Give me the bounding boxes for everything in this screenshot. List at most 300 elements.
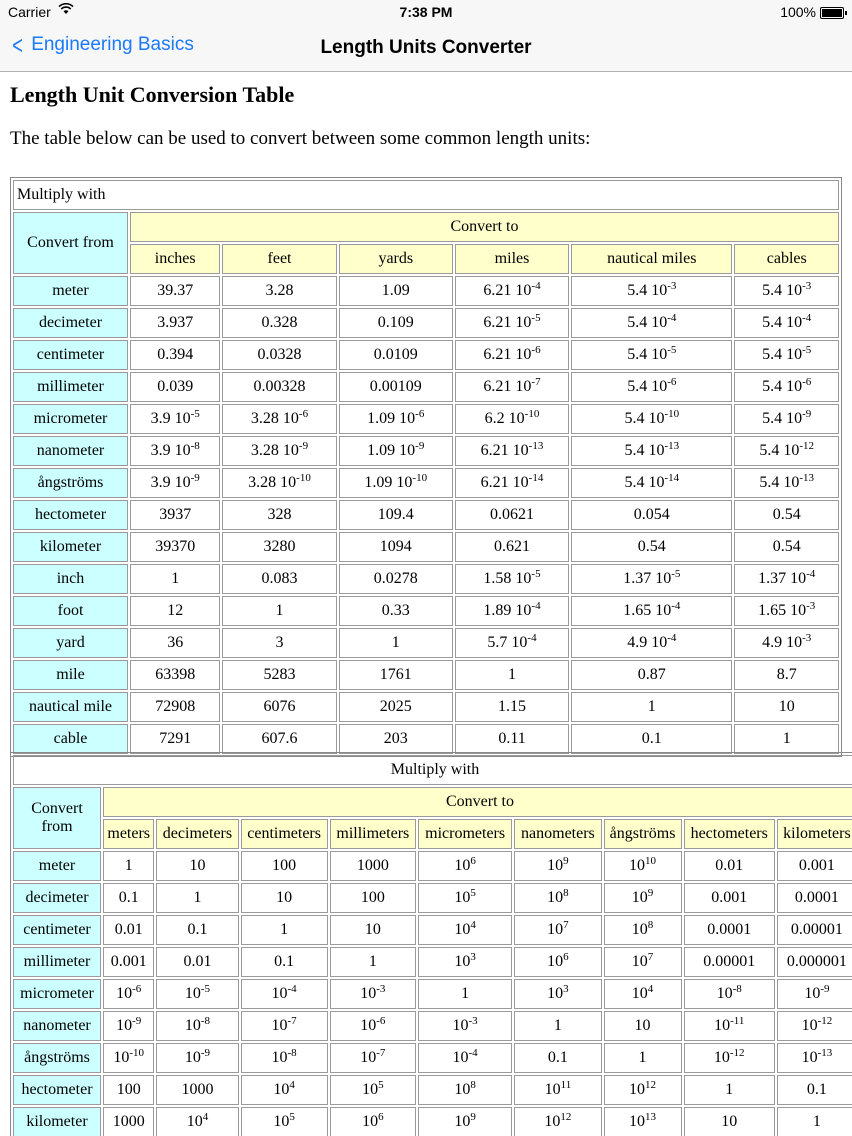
cell-value: 10 <box>362 1081 379 1098</box>
row-header: centimeter <box>13 915 101 945</box>
table-cell <box>734 468 839 498</box>
conversion-table-imperial <box>10 177 842 757</box>
table-cell <box>571 404 732 434</box>
cell-exponent: -4 <box>806 568 816 580</box>
column-header: nautical miles <box>571 244 732 274</box>
cell-value: 3.28 10 <box>248 474 297 491</box>
cell-value: 6.21 10 <box>483 378 532 395</box>
cell-value: 3.9 10 <box>150 442 191 459</box>
cell-value: 10 <box>804 985 821 1002</box>
column-header: ångströms <box>604 819 682 849</box>
table-cell <box>103 915 154 945</box>
battery-percent: 100% <box>780 4 816 20</box>
cell-value: 39.37 <box>157 282 194 299</box>
table-cell <box>330 851 416 881</box>
cell-value: 0.01 <box>715 857 744 874</box>
content-heading: Length Unit Conversion Table <box>10 82 295 107</box>
table-cell <box>734 372 839 402</box>
cell-value: 3.28 10 <box>250 442 299 459</box>
row-header: cable <box>13 724 128 754</box>
table-cell <box>241 851 328 881</box>
cell-value: 0.394 <box>157 346 194 363</box>
table-cell <box>130 692 220 722</box>
table-cell <box>604 1011 682 1041</box>
column-header: nanometers <box>514 819 601 849</box>
cell-value: 10 <box>547 953 564 970</box>
cell-value: 4.9 10 <box>627 634 668 651</box>
cell-value: 3.28 10 <box>250 410 299 427</box>
cell-value: 6076 <box>263 698 296 715</box>
table-cell <box>222 564 336 594</box>
cell-exponent: -12 <box>799 440 815 452</box>
cell-value: 1.09 10 <box>364 474 413 491</box>
cell-value: 0.00001 <box>790 921 843 938</box>
table-cell <box>241 1075 328 1105</box>
cell-value: 0.1 <box>118 889 139 906</box>
table-cell <box>222 372 336 402</box>
cell-exponent: 4 <box>647 983 654 995</box>
cell-value: 10 <box>544 1081 561 1098</box>
table-cell <box>684 851 775 881</box>
cell-value: 3 <box>275 634 284 651</box>
chevron-left-icon: < <box>12 30 23 60</box>
cell-exponent: -4 <box>802 312 812 324</box>
cell-value: 10 <box>360 1017 377 1034</box>
table-cell <box>571 660 732 690</box>
table-cell <box>222 276 336 306</box>
row-header: yard <box>13 628 128 658</box>
table-row <box>13 660 839 690</box>
table-cell <box>777 1107 852 1136</box>
cell-value: 10 <box>631 921 648 938</box>
table-row <box>13 628 839 658</box>
cell-value: 5.4 10 <box>762 410 803 427</box>
table-cell <box>103 1107 154 1136</box>
cell-value: 5.4 10 <box>759 474 800 491</box>
cell-exponent: 10 <box>645 855 657 867</box>
table-cell <box>514 979 601 1009</box>
convert-to-header: Convert to <box>103 787 852 817</box>
convert-from-header: Convert from <box>13 787 101 849</box>
cell-exponent: -12 <box>729 1047 745 1059</box>
table-cell <box>604 1075 682 1105</box>
cell-value: 39370 <box>155 538 196 555</box>
table-cell <box>571 628 732 658</box>
cell-value: 1.65 10 <box>623 602 672 619</box>
cell-exponent: 4 <box>470 919 476 931</box>
table-cell <box>130 276 220 306</box>
table-row <box>13 276 839 306</box>
cell-exponent: 8 <box>647 919 654 931</box>
table-cell <box>455 660 569 690</box>
table-row <box>13 1107 852 1136</box>
table-cell <box>339 308 453 338</box>
cell-value: 10 <box>184 1049 201 1066</box>
table-cell <box>455 404 569 434</box>
cell-value: 1.09 10 <box>367 442 416 459</box>
cell-exponent: -13 <box>528 440 544 452</box>
table-cell <box>734 404 839 434</box>
cell-value: 8.7 <box>776 666 797 683</box>
cell-exponent: -9 <box>132 1015 142 1027</box>
table-cell <box>103 851 154 881</box>
cell-exponent: -3 <box>802 280 812 292</box>
table-cell <box>571 276 732 306</box>
table-row <box>13 851 852 881</box>
cell-exponent: 7 <box>647 951 654 963</box>
carrier-label: Carrier <box>8 4 51 20</box>
table-cell <box>222 340 336 370</box>
cell-value: 1 <box>812 1113 821 1130</box>
row-header: hectometer <box>13 1075 101 1105</box>
row-header: millimeter <box>13 372 128 402</box>
row-header: decimeter <box>13 308 128 338</box>
cell-value: 10 <box>714 1017 731 1034</box>
cell-exponent: -6 <box>298 408 309 420</box>
table-cell <box>339 340 453 370</box>
cell-value: 2025 <box>379 698 412 715</box>
cell-value: 1 <box>280 921 289 938</box>
table-cell <box>777 851 852 881</box>
table-cell <box>514 1107 601 1136</box>
cell-value: 36 <box>167 634 184 651</box>
cell-value: 6.2 10 <box>484 410 525 427</box>
cell-value: 1761 <box>379 666 412 683</box>
table-cell <box>604 1107 682 1136</box>
cell-value: 10 <box>629 857 646 874</box>
cell-value: 1.09 10 <box>367 410 416 427</box>
cell-exponent: -9 <box>190 472 200 484</box>
cell-exponent: 6 <box>378 1111 384 1123</box>
cell-exponent: -5 <box>200 983 211 995</box>
column-header: centimeters <box>241 819 328 849</box>
table-row <box>13 436 839 466</box>
cell-exponent: -10 <box>412 472 428 484</box>
cell-value: 10 <box>189 857 206 874</box>
row-header: decimeter <box>13 883 101 913</box>
cell-value: 0.001 <box>711 889 748 906</box>
cell-value: 0.621 <box>494 538 531 555</box>
cell-value: 10 <box>113 1049 130 1066</box>
row-header: ångströms <box>13 468 128 498</box>
cell-value: 5.4 10 <box>762 314 803 331</box>
table-cell <box>571 692 732 722</box>
cell-value: 100 <box>116 1081 141 1098</box>
cell-exponent: -8 <box>190 440 200 452</box>
cell-value: 1 <box>193 889 202 906</box>
page-title: Length Units Converter <box>320 37 532 58</box>
table-cell <box>222 404 336 434</box>
navigation-bar <box>0 24 852 72</box>
table-cell <box>103 1075 154 1105</box>
cell-exponent: 9 <box>647 887 654 899</box>
column-header: millimeters <box>330 819 416 849</box>
cell-value: 0.11 <box>498 730 526 747</box>
table-cell <box>734 596 839 626</box>
cell-exponent: -4 <box>287 983 297 995</box>
cell-exponent: 3 <box>470 951 476 963</box>
cell-value: 10 <box>547 921 564 938</box>
cell-value: 0.0001 <box>794 889 839 906</box>
convert-from-header: Convert from <box>13 212 128 274</box>
cell-exponent: 12 <box>645 1079 657 1091</box>
table-cell <box>103 947 154 977</box>
cell-value: 10 <box>631 953 648 970</box>
cell-value: 5.4 10 <box>627 282 668 299</box>
table-cell <box>571 724 732 754</box>
table-cell <box>571 436 732 466</box>
cell-value: 1 <box>782 730 791 747</box>
cell-value: 10 <box>544 1113 561 1130</box>
table-cell <box>330 883 416 913</box>
table-cell <box>455 436 569 466</box>
cell-exponent: 7 <box>563 919 569 931</box>
table-cell <box>514 1043 601 1073</box>
table-cell <box>514 915 601 945</box>
table-row <box>13 1043 852 1073</box>
row-header: micrometer <box>13 979 101 1009</box>
cell-value: 10 <box>276 889 293 906</box>
table-cell <box>156 851 238 881</box>
cell-value: 1 <box>391 634 400 651</box>
table-cell <box>418 979 512 1009</box>
cell-value: 1 <box>171 570 180 587</box>
cell-value: 10 <box>184 1017 201 1034</box>
table-cell <box>734 660 839 690</box>
table-cell <box>241 915 328 945</box>
cell-value: 1 <box>124 857 133 874</box>
cell-value: 10 <box>273 1113 290 1130</box>
cell-value: 0.0621 <box>490 506 535 523</box>
cell-exponent: -10 <box>296 472 311 484</box>
table-cell <box>604 979 682 1009</box>
cell-value: 100 <box>360 889 385 906</box>
cell-value: 10 <box>629 1113 646 1130</box>
cell-value: 10 <box>454 1113 471 1130</box>
cell-value: 0.01 <box>114 921 143 938</box>
cell-exponent: 13 <box>645 1111 657 1123</box>
cell-value: 10 <box>454 1081 471 1098</box>
table-cell <box>455 276 569 306</box>
table-cell <box>777 1075 852 1105</box>
table-cell <box>571 340 732 370</box>
table-cell <box>604 883 682 913</box>
cell-exponent: 12 <box>560 1111 572 1123</box>
multiply-with-label: Multiply with <box>13 180 839 210</box>
table-cell <box>571 500 732 530</box>
table-cell <box>222 532 336 562</box>
cell-value: 1 <box>461 985 470 1002</box>
table-row <box>13 883 852 913</box>
cell-value: 10 <box>116 1017 133 1034</box>
cell-exponent: -5 <box>802 344 812 356</box>
table-cell <box>222 468 336 498</box>
cell-value: 0.1 <box>274 953 295 970</box>
cell-exponent: -3 <box>802 632 812 644</box>
table-row <box>13 372 839 402</box>
cell-exponent: -3 <box>468 1015 478 1027</box>
battery-icon <box>820 7 844 19</box>
cell-value: 10 <box>452 1017 469 1034</box>
cell-value: 1.09 <box>381 282 410 299</box>
table-cell <box>339 724 453 754</box>
cell-exponent: -5 <box>190 408 200 420</box>
cell-value: 0.00328 <box>253 378 306 395</box>
cell-value: 10 <box>271 1049 288 1066</box>
cell-value: 203 <box>383 730 408 747</box>
cell-value: 5.4 10 <box>762 346 803 363</box>
cell-exponent: -11 <box>730 1015 745 1027</box>
cell-value: 10 <box>721 1113 738 1130</box>
web-content[interactable] <box>0 72 852 1136</box>
cell-exponent: 11 <box>560 1079 572 1091</box>
table-row <box>13 724 839 754</box>
table-cell <box>222 308 336 338</box>
cell-value: 10 <box>454 889 471 906</box>
table-cell <box>330 1043 416 1073</box>
cell-value: 5.4 10 <box>762 282 803 299</box>
cell-value: 5.4 10 <box>624 442 665 459</box>
convert-to-header: Convert to <box>130 212 839 242</box>
table-cell <box>734 724 839 754</box>
cell-value: 10 <box>362 1113 379 1130</box>
cell-exponent: 9 <box>470 1111 476 1123</box>
table-cell <box>734 340 839 370</box>
cell-exponent: -9 <box>802 408 812 420</box>
cell-value: 100 <box>272 857 297 874</box>
table-cell <box>130 532 220 562</box>
cell-value: 10 <box>629 1081 646 1098</box>
cell-value: 1 <box>275 602 284 619</box>
cell-value: 0.083 <box>261 570 298 587</box>
cell-value: 10 <box>454 921 471 938</box>
cell-value: 0.039 <box>157 378 194 395</box>
table-cell <box>514 851 601 881</box>
table-cell <box>514 1075 601 1105</box>
cell-value: 0.054 <box>633 506 670 523</box>
table-cell <box>455 564 569 594</box>
column-header: micrometers <box>418 819 512 849</box>
cell-value: 1.58 10 <box>483 570 532 587</box>
table-cell <box>418 1107 512 1136</box>
row-header: foot <box>13 596 128 626</box>
cell-value: 10 <box>271 1017 288 1034</box>
table-cell <box>455 532 569 562</box>
table-cell <box>514 883 601 913</box>
table-cell <box>777 915 852 945</box>
cell-value: 1 <box>638 1049 647 1066</box>
table-cell <box>418 851 512 881</box>
table-cell <box>684 1043 775 1073</box>
cell-exponent: -9 <box>298 440 309 452</box>
table-row <box>13 915 852 945</box>
column-header: miles <box>455 244 569 274</box>
cell-exponent: -5 <box>667 344 677 356</box>
cell-value: 10 <box>116 985 133 1002</box>
column-header: feet <box>222 244 336 274</box>
cell-value: 5.7 10 <box>487 634 528 651</box>
cell-exponent: -3 <box>667 280 677 292</box>
table-cell <box>777 1043 852 1073</box>
table-cell <box>339 532 453 562</box>
table-cell <box>571 596 732 626</box>
table-cell <box>339 404 453 434</box>
table-cell <box>418 883 512 913</box>
cell-exponent: -10 <box>664 408 680 420</box>
table-cell <box>777 1011 852 1041</box>
cell-value: 6.21 10 <box>483 346 532 363</box>
cell-value: 10 <box>273 1081 290 1098</box>
row-header: mile <box>13 660 128 690</box>
table-row <box>13 532 839 562</box>
cell-exponent: -12 <box>817 1015 833 1027</box>
cell-value: 10 <box>547 889 564 906</box>
cell-value: 1.37 10 <box>623 570 672 587</box>
cell-value: 0.000001 <box>786 953 847 970</box>
table-cell <box>156 1011 238 1041</box>
cell-value: 6.21 10 <box>480 442 529 459</box>
table-cell <box>339 596 453 626</box>
table-cell <box>130 724 220 754</box>
cell-value: 0.0109 <box>373 346 418 363</box>
table-cell <box>571 532 732 562</box>
cell-exponent: -4 <box>468 1047 478 1059</box>
table-cell <box>103 1043 154 1073</box>
table-cell <box>734 500 839 530</box>
cell-exponent: 5 <box>289 1111 295 1123</box>
table-cell <box>777 947 852 977</box>
cell-value: 0.00109 <box>369 378 422 395</box>
row-header: micrometer <box>13 404 128 434</box>
status-bar <box>0 0 852 24</box>
cell-value: 3.9 10 <box>150 410 191 427</box>
table-cell <box>734 308 839 338</box>
column-header: hectometers <box>684 819 775 849</box>
table-cell <box>418 915 512 945</box>
cell-value: 5283 <box>263 666 296 683</box>
table-cell <box>130 468 220 498</box>
table-cell <box>156 1075 238 1105</box>
cell-exponent: 9 <box>563 855 569 867</box>
table-cell <box>339 468 453 498</box>
cell-exponent: -3 <box>806 600 816 612</box>
table-row <box>13 979 852 1009</box>
cell-value: 10 <box>631 889 648 906</box>
column-header: kilometers <box>777 819 852 849</box>
cell-exponent: -5 <box>531 312 541 324</box>
cell-exponent: -7 <box>376 1047 386 1059</box>
cell-value: 5.4 10 <box>627 314 668 331</box>
table-cell <box>130 340 220 370</box>
cell-exponent: -8 <box>287 1047 297 1059</box>
cell-value: 10 <box>454 857 471 874</box>
cell-exponent: -9 <box>820 983 830 995</box>
cell-value: 5.4 10 <box>627 378 668 395</box>
table-cell <box>684 979 775 1009</box>
cell-exponent: 4 <box>202 1111 209 1123</box>
cell-exponent: -14 <box>664 472 680 484</box>
cell-value: 10 <box>364 921 381 938</box>
cell-value: 3.28 <box>265 282 294 299</box>
row-header: kilometer <box>13 532 128 562</box>
table-cell <box>130 372 220 402</box>
cell-value: 1000 <box>112 1113 145 1130</box>
cell-value: 0.001 <box>110 953 147 970</box>
cell-value: 10 <box>634 1017 651 1034</box>
cell-value: 6.21 10 <box>480 474 529 491</box>
cell-value: 10 <box>547 985 564 1002</box>
table-cell <box>734 628 839 658</box>
